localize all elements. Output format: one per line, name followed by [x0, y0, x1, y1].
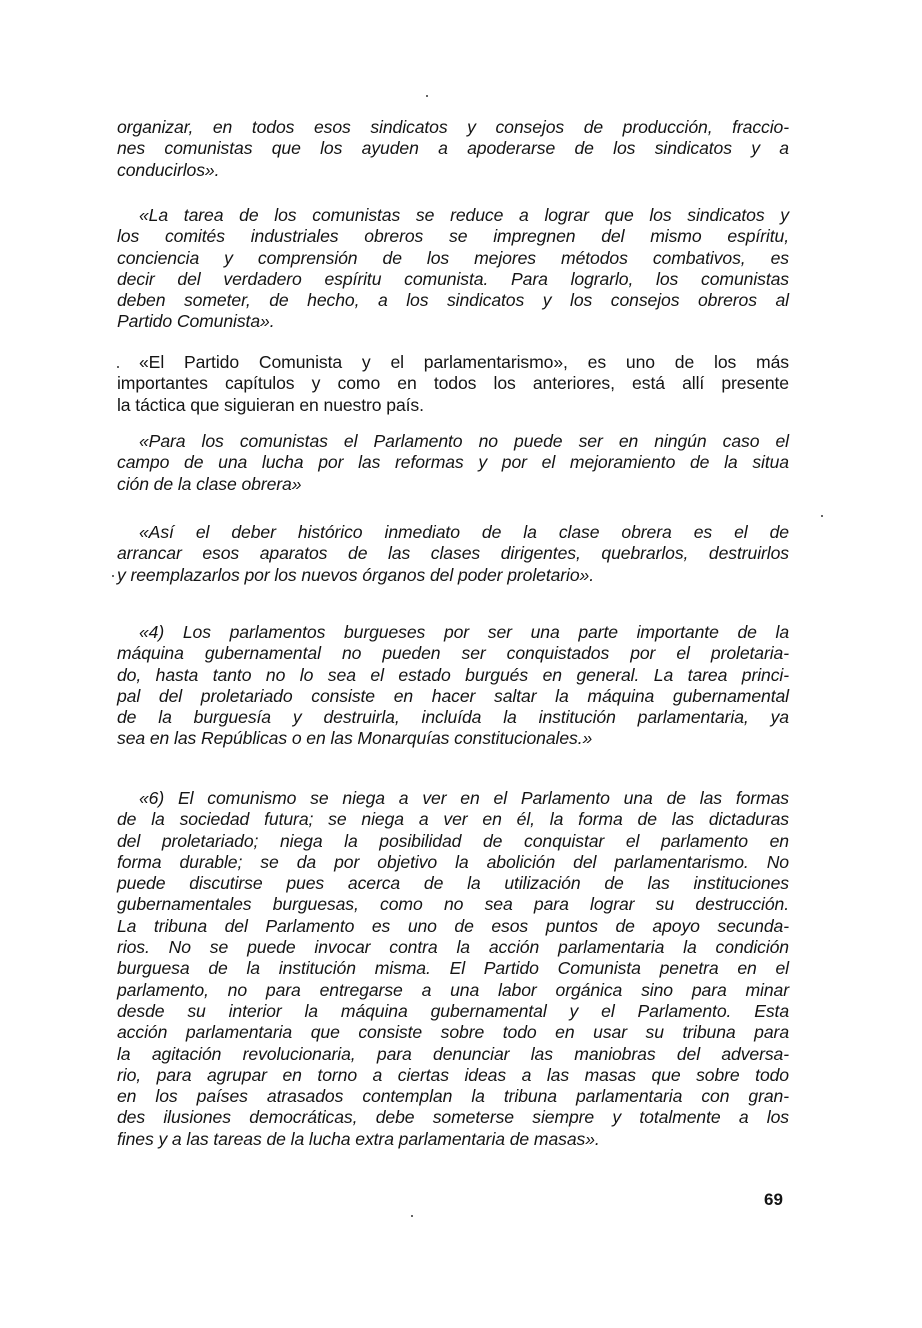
- text-line: fines y a las tareas de la lucha extra parlamentaria de masas».: [117, 1128, 600, 1149]
- text-line: conciencia y comprensión de los mejores métodos combativos, es: [117, 247, 789, 268]
- text-line: la táctica que siguieran en nuestro país.: [117, 394, 424, 415]
- text-line: burguesa de la institución misma. El Partido Comunista penetra en el: [117, 958, 789, 979]
- paragraph-7: [117, 788, 789, 1150]
- paragraph-1: [117, 117, 789, 181]
- scan-speck: [821, 515, 823, 517]
- text-line: «La tarea de los comunistas se reduce a lograr que los sindicatos y: [139, 205, 789, 225]
- scan-speck: [112, 575, 114, 577]
- text-line: desde su interior la máquina gubernamental y el Parlamento. Esta: [117, 1000, 789, 1021]
- paragraph-3: [117, 352, 789, 416]
- text-line: «6) El comunismo se niega a ver en el Parlamento una de las formas: [139, 788, 789, 808]
- text-line: puede discutirse pues acerca de la utilización de las instituciones: [117, 873, 789, 894]
- text-line: la agitación revolucionaria, para denunciar las maniobras del adversa-: [117, 1043, 789, 1064]
- text-line: «Para los comunistas el Parlamento no puede ser en ningún caso el: [139, 431, 789, 451]
- text-line: de la sociedad futura; se niega a ver en él, la forma de las dictaduras: [117, 809, 789, 830]
- text-line: del proletariado; niega la posibilidad de conquistar el parlamento en: [117, 830, 789, 851]
- scan-speck: [117, 366, 119, 368]
- text-line: rio, para agrupar en torno a ciertas ideas a las masas que sobre todo: [117, 1064, 789, 1085]
- text-line: los comités industriales obreros se impregnen del mismo espíritu,: [117, 226, 789, 247]
- text-line: y reemplazarlos por los nuevos órganos del poder proletario».: [117, 564, 595, 585]
- text-line: nes comunistas que los ayuden a apoderarse de los sindicatos y a: [117, 138, 789, 159]
- text-line: decir del verdadero espíritu comunista. Para lograrlo, los comunistas: [117, 268, 789, 289]
- paragraph-4: [117, 431, 789, 495]
- text-line: sea en las Repúblicas o en las Monarquías constitucionales.»: [117, 728, 593, 749]
- text-line: en los países atrasados contemplan la tribuna parlamentaria con gran-: [117, 1086, 789, 1107]
- page-number: 69: [764, 1190, 783, 1209]
- paragraph-2: [117, 205, 789, 333]
- text-line: des ilusiones democráticas, debe someterse siempre y totalmente a los: [117, 1107, 789, 1128]
- paragraph-5: [117, 522, 789, 586]
- text-line: conducirlos».: [117, 159, 220, 180]
- text-line: «Así el deber histórico inmediato de la clase obrera es el de: [139, 522, 789, 542]
- text-line: deben someter, de hecho, a los sindicatos y los consejos obreros al: [117, 290, 789, 311]
- text-line: gubernamentales burguesas, como no sea para lograr su destrucción.: [117, 894, 789, 915]
- text-line: pal del proletariado consiste en hacer saltar la máquina gubernamental: [117, 685, 789, 706]
- text-line: Partido Comunista».: [117, 311, 275, 332]
- scan-speck: [426, 95, 428, 97]
- text-line: do, hasta tanto no lo sea el estado burgués en general. La tarea princi-: [117, 664, 789, 685]
- text-line: parlamento, no para entregarse a una labor orgánica sino para minar: [117, 979, 789, 1000]
- text-line: máquina gubernamental no pueden ser conquistados por el proletaria-: [117, 643, 789, 664]
- text-line: rios. No se puede invocar contra la acción parlamentaria la condición: [117, 937, 789, 958]
- text-line: importantes capítulos y como en todos los anteriores, está allí presente: [117, 373, 789, 394]
- text-line: forma durable; se da por objetivo la abolición del parlamentarismo. No: [117, 851, 789, 872]
- paragraph-6: [117, 622, 789, 750]
- scan-speck: [411, 1215, 413, 1217]
- text-line: campo de una lucha por las reformas y por el mejoramiento de la situa: [117, 452, 789, 473]
- text-line: organizar, en todos esos sindicatos y consejos de producción, fraccio-: [117, 117, 789, 137]
- text-line: «El Partido Comunista y el parlamentarismo», es uno de los más: [139, 352, 789, 372]
- text-line: La tribuna del Parlamento es uno de esos puntos de apoyo secunda-: [117, 915, 789, 936]
- text-line: arrancar esos aparatos de las clases dirigentes, quebrarlos, destruirlos: [117, 543, 789, 564]
- text-line: «4) Los parlamentos burgueses por ser una parte importante de la: [139, 622, 789, 642]
- text-line: de la burguesía y destruirla, incluída la institución parlamentaria, ya: [117, 707, 789, 728]
- text-line: ción de la clase obrera»: [117, 473, 302, 494]
- text-line: acción parlamentaria que consiste sobre todo en usar su tribuna para: [117, 1022, 789, 1043]
